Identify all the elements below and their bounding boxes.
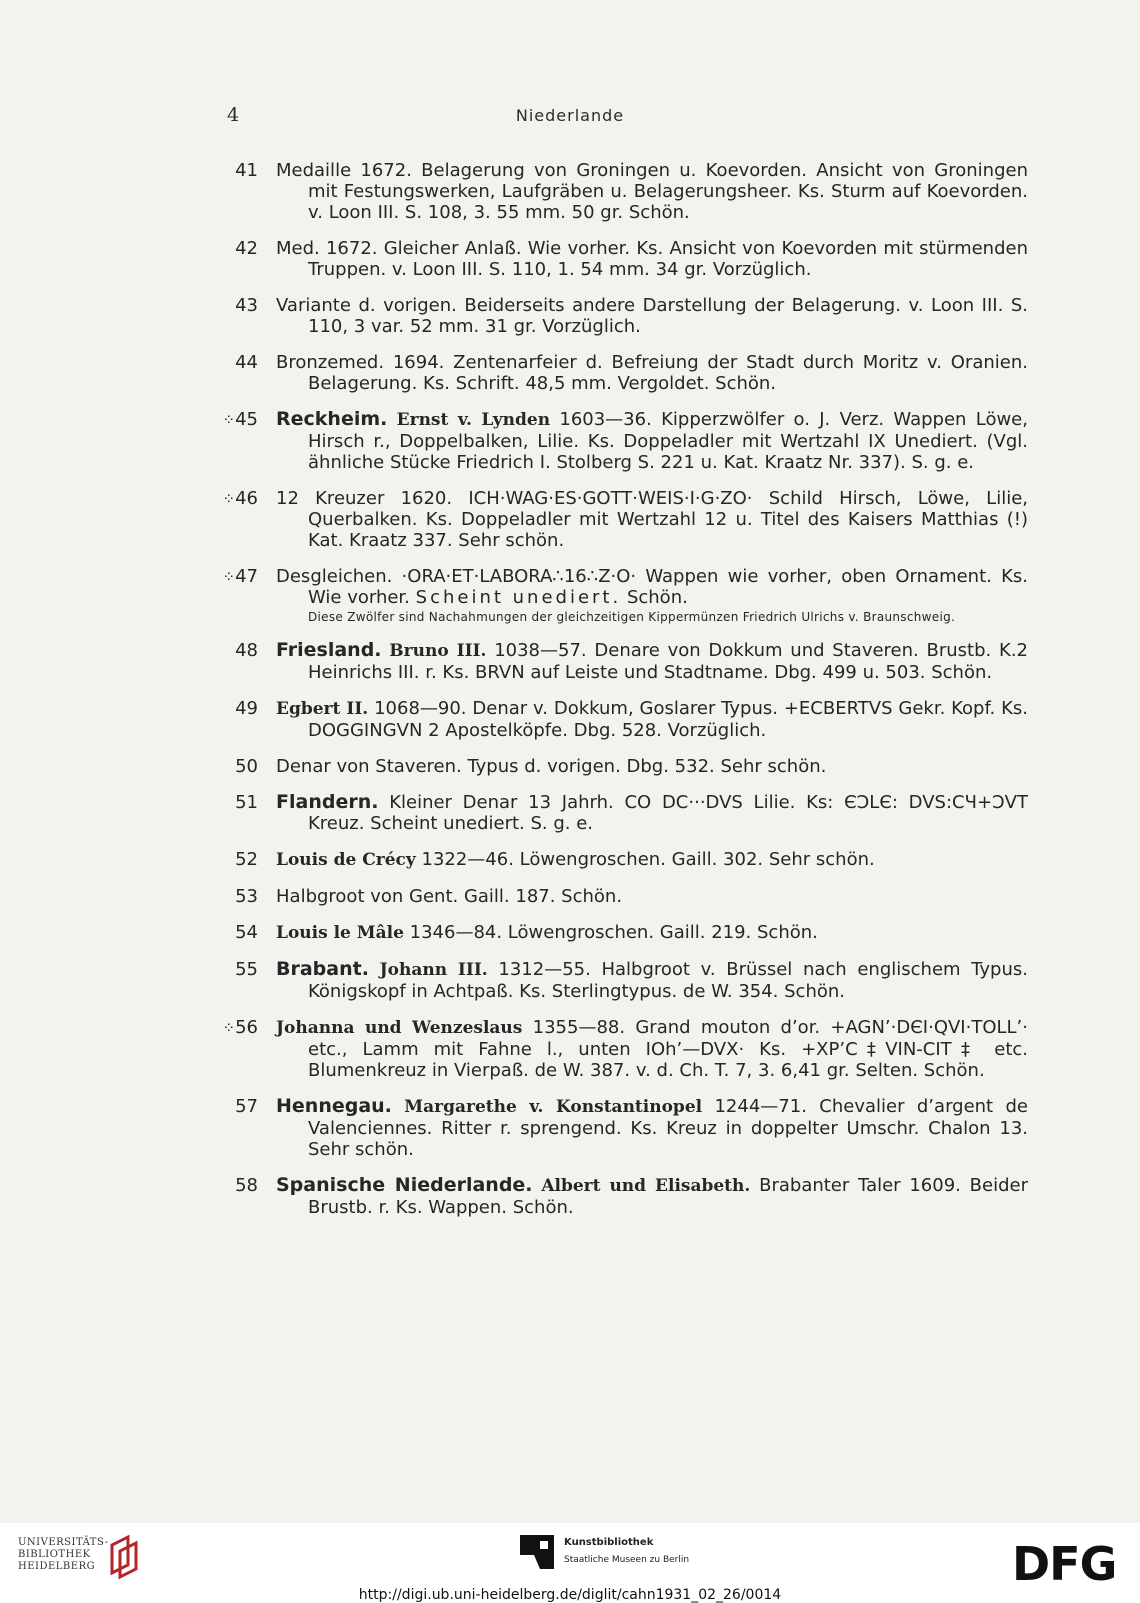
entry-number-text: 41 bbox=[235, 160, 258, 181]
entry-number bbox=[218, 409, 258, 431]
catalogue-entry bbox=[218, 409, 1028, 473]
uni-line-2: BIBLIOTHEK bbox=[18, 1549, 91, 1560]
entry-number-text: 43 bbox=[235, 295, 258, 316]
entry-description: 1312—55. Halbgroot v. Brüssel nach englischem Typus. Königskopf in Achtpaß. Ks. Sterlingtypus. de W. 354. Schön. bbox=[308, 959, 1028, 1002]
entry-number-text: 52 bbox=[235, 849, 258, 870]
ruler-name: Louis de Crécy bbox=[276, 850, 416, 870]
ruler-name: Egbert II. bbox=[276, 699, 369, 719]
entry-number bbox=[218, 640, 258, 661]
entry-description: Variante d. vorigen. Beiderseits andere Darstellung der Belagerung. v. Loon III. S. 110, 3 var. 52 mm. 31 gr. Vorzüglich. bbox=[276, 295, 1028, 337]
entry-description: Denar von Staveren. Typus d. vorigen. Dbg. 532. Sehr schön. bbox=[276, 756, 827, 777]
entry-description: Med. 1672. Gleicher Anlaß. Wie vorher. Ks. Ansicht von Koevorden mit stürmenden Truppen. v. Loon III. S. 110, 1. 54 mm. 34 gr. Vorzüglich. bbox=[276, 238, 1028, 280]
permalink-url[interactable]: http://digi.ub.uni-heidelberg.de/diglit/cahn1931_02_26/0014 bbox=[358, 1587, 782, 1603]
catalogue-entry bbox=[218, 160, 1028, 223]
entry-number-text: 54 bbox=[235, 922, 258, 943]
entry-number-text: 50 bbox=[235, 756, 258, 777]
catalogue-entry bbox=[218, 640, 1028, 683]
catalogue-entry bbox=[218, 566, 1028, 625]
entry-number bbox=[218, 488, 258, 510]
entry-number bbox=[218, 698, 258, 719]
ruler-name: Albert und Elisabeth. bbox=[541, 1176, 751, 1196]
region-heading: Flandern. bbox=[276, 791, 379, 813]
ruler-name: Louis le Mâle bbox=[276, 923, 404, 943]
footer bbox=[0, 1523, 1140, 1603]
entry-description: 1355—88. Grand mouton d’or. +AGN’·DЄI·QVI·TOLL’· etc., Lamm mit Fahne l., unten IOh’—DVX· Ks. +XP’C‡VIN-CIT‡ etc. Blumenkreuz in Vierpaß. de W. 387. v. d. Ch. T. 7, 3. 6,41 gr. Selten. Schön. bbox=[308, 1017, 1028, 1081]
entry-number-text: 51 bbox=[235, 792, 258, 813]
catalogue-entry bbox=[218, 849, 1028, 871]
entry-price: 2 bbox=[1016, 640, 1028, 661]
entry-number-text: 58 bbox=[235, 1175, 258, 1196]
entry-description: 12 Kreuzer 1620. ICH·WAG·ES·GOTT·WEIS·I·G·ZO· Schild Hirsch, Löwe, Lilie, Querbalken. Ks. Doppeladler mit Wertzahl 12 u. Titel des Kaisers Matthias (!) Kat. Kraatz 337. Sehr schön. bbox=[276, 488, 1028, 551]
entry-number bbox=[218, 1017, 258, 1039]
entry-number-text: 53 bbox=[235, 886, 258, 907]
university-library-logo[interactable] bbox=[18, 1533, 158, 1583]
entry-number bbox=[218, 566, 258, 588]
entry-description: 1322—46. Löwengroschen. Gaill. 302. Sehr schön. bbox=[421, 849, 875, 870]
entry-number-text: 46 bbox=[235, 488, 258, 509]
catalogue-entry bbox=[218, 959, 1028, 1002]
entry-number bbox=[218, 1175, 258, 1196]
university-library-name bbox=[18, 1537, 109, 1573]
catalogue-entry bbox=[218, 886, 1028, 907]
entry-number bbox=[218, 959, 258, 980]
ruler-name: Ernst v. Lynden bbox=[396, 410, 551, 430]
catalogue-entry bbox=[218, 1017, 1028, 1081]
uni-line-3: HEIDELBERG bbox=[18, 1561, 96, 1572]
region-heading: Brabant. bbox=[276, 958, 369, 980]
illustrated-marker-icon: ⁘ bbox=[222, 1019, 236, 1037]
entry-footnote: Diese Zwölfer sind Nachahmungen der gleichzeitigen Kippermünzen Friedrich Ulrichs v. Braunschweig. bbox=[308, 610, 956, 624]
kunstbibliothek-logo[interactable] bbox=[520, 1535, 740, 1575]
region-heading: Friesland. bbox=[276, 639, 382, 661]
university-emblem-icon bbox=[106, 1533, 142, 1579]
dfg-logo[interactable]: DFG bbox=[1012, 1537, 1117, 1591]
entry-description: Desgleichen. ·ORA·ET·LABORA∴16∴Z·O· Wappen wie vorher, oben Ornament. Ks. Wie vorher. bbox=[276, 566, 1028, 608]
entry-number bbox=[218, 792, 258, 813]
entry-number-text: 48 bbox=[235, 640, 258, 661]
entry-number-text: 44 bbox=[235, 352, 258, 373]
entry-number-text: 55 bbox=[235, 959, 258, 980]
catalogue-entry bbox=[218, 238, 1028, 280]
catalogue-entry bbox=[218, 792, 1028, 834]
catalogue-entry bbox=[218, 756, 1028, 777]
illustrated-marker-icon: ⁘ bbox=[222, 411, 236, 429]
entry-description: 1244—71. Chevalier d’argent de Valenciennes. Ritter r. sprengend. Ks. Kreuz in doppelter Umschr. Chalon 13. Sehr schön. bbox=[308, 1096, 1028, 1160]
catalogue-entry bbox=[218, 698, 1028, 741]
entry-number bbox=[218, 886, 258, 907]
kunstbibliothek-subtitle: Staatliche Museen zu Berlin bbox=[564, 1555, 690, 1565]
entry-description-end: Schön. bbox=[626, 587, 688, 608]
catalogue-entry bbox=[218, 1096, 1028, 1160]
catalogue-entry bbox=[218, 295, 1028, 337]
entry-number-text: 47 bbox=[235, 566, 258, 587]
entry-number bbox=[218, 922, 258, 943]
entry-number bbox=[218, 238, 258, 259]
entry-number bbox=[218, 160, 258, 181]
illustrated-marker-icon: ⁘ bbox=[222, 490, 236, 508]
ruler-name: Johann III. bbox=[379, 960, 488, 980]
illustrated-marker-icon: ⁘ bbox=[222, 568, 236, 586]
entry-description: Kleiner Denar 13 Jahrh. CO DC···DVS Lilie. Ks: ЄƆLЄ: DVS:CЧ+ƆVT Kreuz. Scheint unediert. S. g. e. bbox=[308, 792, 1028, 834]
catalogue-entry bbox=[218, 488, 1028, 551]
entry-number-text: 56 bbox=[235, 1017, 258, 1038]
ruler-name: Margarethe v. Konstantinopel bbox=[404, 1097, 703, 1117]
page-number: 4 bbox=[227, 104, 240, 126]
entry-number bbox=[218, 1096, 258, 1117]
entry-description: Brabanter Taler 1609. Beider Brustb. r. Ks. Wappen. Schön. bbox=[308, 1175, 1028, 1218]
ruler-name: Bruno III. bbox=[389, 641, 487, 661]
catalogue-entries bbox=[218, 160, 1028, 1233]
entry-description: 1068—90. Denar v. Dokkum, Goslarer Typus. +ECBERTVS Gekr. Kopf. Ks. DOGGINGVN 2 Apostelköpfe. Dbg. 528. Vorzüglich. bbox=[308, 698, 1028, 741]
catalogue-entry bbox=[218, 922, 1028, 944]
kunstbibliothek-emblem-icon bbox=[520, 1535, 554, 1569]
entry-number-text: 42 bbox=[235, 238, 258, 259]
ruler-name: Johanna und Wenzeslaus bbox=[276, 1018, 523, 1038]
entry-number bbox=[218, 756, 258, 777]
entry-number-text: 57 bbox=[235, 1096, 258, 1117]
entry-remark-spaced: Scheint unediert. bbox=[415, 587, 622, 608]
entry-description: Bronzemed. 1694. Zentenarfeier d. Befreiung der Stadt durch Moritz v. Oranien. Belagerung. Ks. Schrift. 48,5 mm. Vergoldet. Schön. bbox=[276, 352, 1028, 394]
entry-description: 1603—36. Kipperzwölfer o. J. Verz. Wappen Löwe, Hirsch r., Doppelbalken, Lilie. Ks. Doppeladler mit Wertzahl IX Unediert. (Vgl. ähnliche Stücke Friedrich I. Stolberg S. 221 u. Kat. Kraatz Nr. 337). S. g. e. bbox=[308, 409, 1028, 473]
catalogue-entry bbox=[218, 352, 1028, 394]
running-head: Niederlande bbox=[515, 106, 625, 125]
region-heading: Reckheim. bbox=[276, 408, 388, 430]
region-heading: Hennegau. bbox=[276, 1095, 392, 1117]
entry-number-text: 45 bbox=[235, 409, 258, 430]
entry-description: Halbgroot von Gent. Gaill. 187. Schön. bbox=[276, 886, 623, 907]
entry-number bbox=[218, 295, 258, 316]
entry-number-text: 49 bbox=[235, 698, 258, 719]
kunstbibliothek-title: Kunstbibliothek bbox=[564, 1537, 654, 1548]
entry-description: 1038—57. Denare von Dokkum und Staveren. Brustb. K. Heinrichs III. r. Ks. BRVN auf Leiste und Stadtname. Dbg. 499 u. 503. Schön. bbox=[308, 640, 1017, 683]
entry-number bbox=[218, 849, 258, 870]
catalogue-entry bbox=[218, 1175, 1028, 1218]
entry-description: 1346—84. Löwengroschen. Gaill. 219. Schön. bbox=[409, 922, 818, 943]
entry-description: Medaille 1672. Belagerung von Groningen u. Koevorden. Ansicht von Groningen mit Festungswerken, Laufgräben u. Belagerungsheer. Ks. Sturm auf Koevorden. v. Loon III. S. 108, 3. 55 mm. 50 gr. Schön. bbox=[276, 160, 1028, 223]
entry-number bbox=[218, 352, 258, 373]
region-heading: Spanische Niederlande. bbox=[276, 1174, 533, 1196]
uni-line-1: UNIVERSITÄTS- bbox=[18, 1537, 109, 1548]
